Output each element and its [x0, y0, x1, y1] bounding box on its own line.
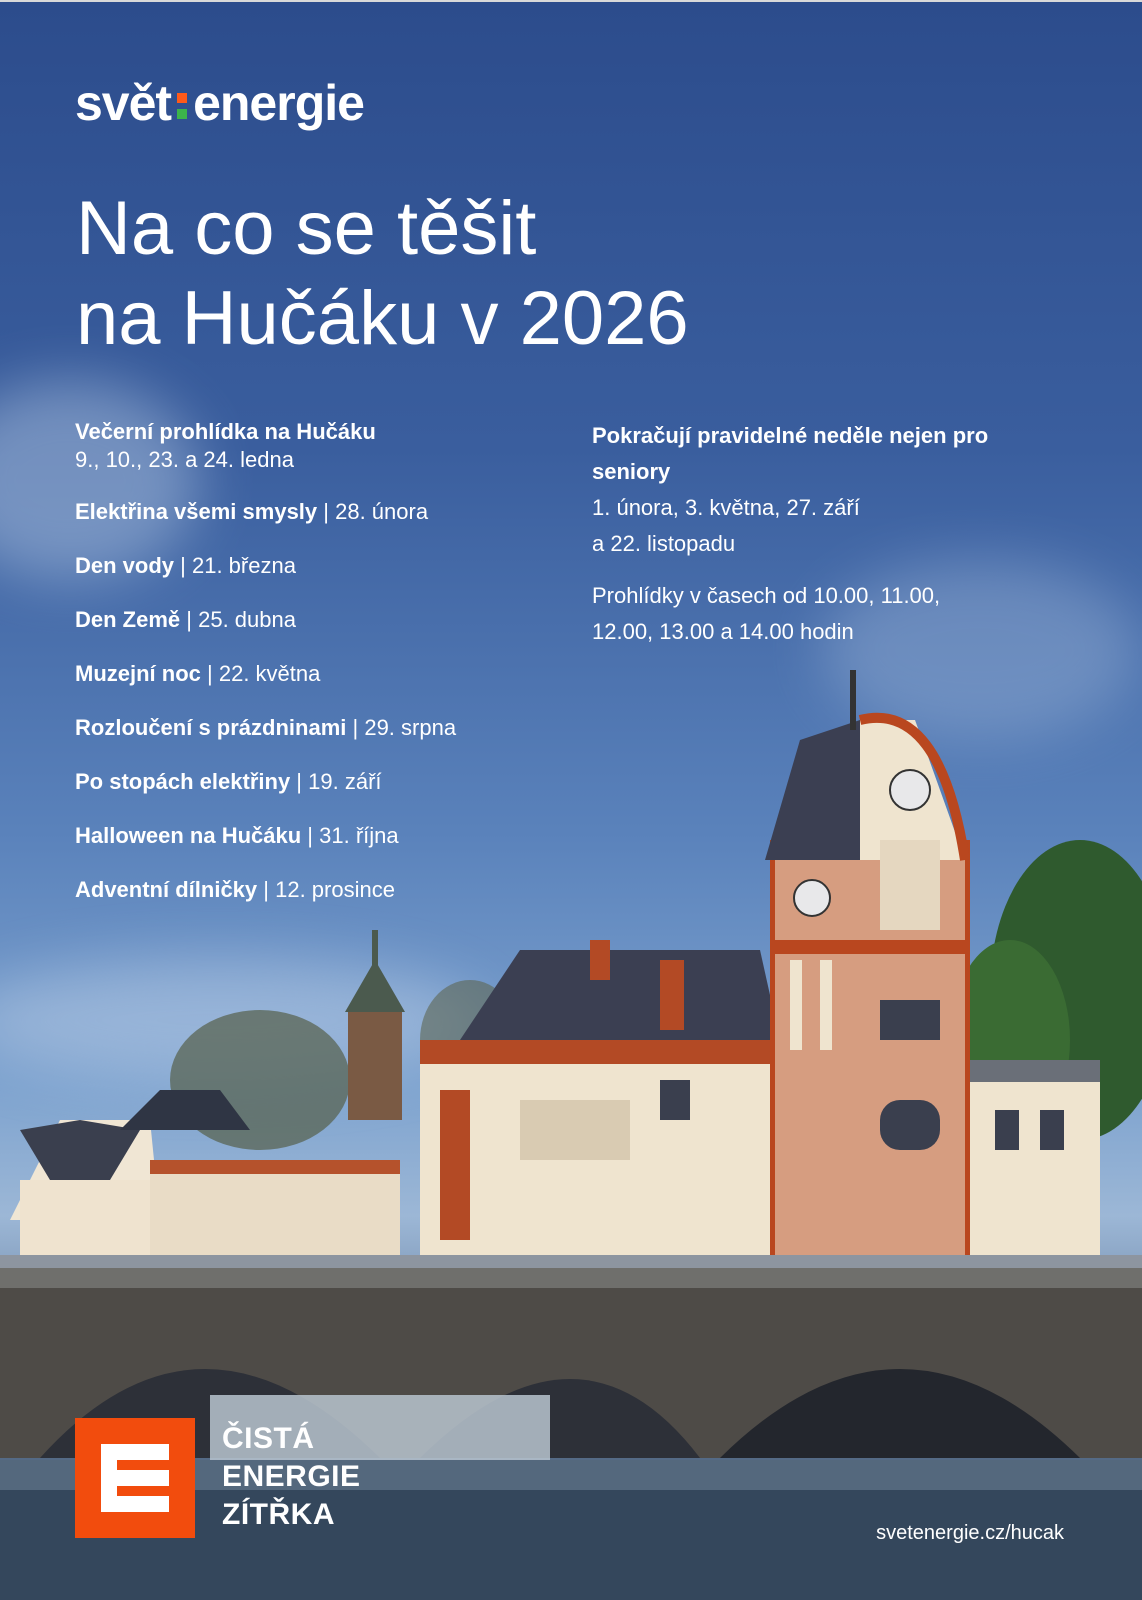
- title-line-2: na Hučáku v 2026: [76, 276, 689, 361]
- title-line-1: Na co se těšit: [76, 186, 537, 271]
- logo-word-right: energie: [193, 75, 364, 131]
- svet-energie-logo: [75, 74, 364, 132]
- event-item: [75, 418, 545, 474]
- event-item: Muzejní noc | 22. května: [75, 661, 321, 686]
- event-name: Den Země: [75, 607, 181, 632]
- cez-e-mark: [75, 1418, 195, 1538]
- sundays-info: [592, 418, 1062, 650]
- sundays-title-line-1: Pokračují pravidelné neděle nejen pro: [592, 423, 989, 448]
- top-border: [0, 0, 1142, 2]
- cez-logo-icon: [75, 1418, 195, 1538]
- sundays-dates-line-2: a 22. listopadu: [592, 531, 736, 556]
- event-item: Rozloučení s prázdninami | 29. srpna: [75, 715, 457, 740]
- event-name: Halloween na Hučáku: [75, 823, 302, 848]
- event-date: 29. srpna: [364, 715, 457, 740]
- event-date: 25. dubna: [198, 607, 296, 632]
- event-name: Adventní dílničky: [75, 877, 258, 902]
- sundays-times-line-2: 12.00, 13.00 a 14.00 hodin: [592, 619, 854, 644]
- slogan-line-1: ČISTÁ: [222, 1422, 315, 1455]
- event-item: Den Země | 25. dubna: [75, 607, 296, 632]
- logo-word-left: svět: [75, 75, 172, 131]
- event-item: Elektřina všemi smysly | 28. února: [75, 499, 429, 524]
- event-name: Rozloučení s prázdninami: [75, 715, 347, 740]
- website-url[interactable]: svetenergie.cz/hucak: [876, 1522, 1064, 1544]
- brand-slogan: [222, 1420, 361, 1534]
- event-date: 9., 10., 23. a 24. ledna: [75, 447, 294, 472]
- event-item: Po stopách elektřiny | 19. září: [75, 769, 382, 794]
- events-list: [75, 418, 545, 930]
- event-date: 22. května: [218, 661, 321, 686]
- event-name: Muzejní noc: [75, 661, 201, 686]
- event-date: 21. března: [191, 553, 296, 578]
- logo-separator-icon: [177, 93, 187, 119]
- event-name: Den vody: [75, 553, 175, 578]
- event-name: Po stopách elektřiny: [75, 769, 291, 794]
- logo-green-square: [177, 109, 187, 119]
- event-date: 31. října: [319, 823, 399, 848]
- sundays-title-line-2: seniory: [592, 459, 671, 484]
- sundays-times-line-1: Prohlídky v časech od 10.00, 11.00,: [592, 583, 941, 608]
- slogan-line-2: ENERGIE: [222, 1460, 361, 1493]
- slogan-line-3: ZÍTŘKA: [222, 1498, 335, 1531]
- event-date: 19. září: [308, 769, 382, 794]
- event-name: Večerní prohlídka na Hučáku: [75, 419, 376, 444]
- logo-orange-square: [177, 93, 187, 103]
- event-item: Halloween na Hučáku | 31. října: [75, 823, 399, 848]
- event-item: Adventní dílničky | 12. prosince: [75, 877, 395, 902]
- event-item: Den vody | 21. března: [75, 553, 296, 578]
- event-name: Elektřina všemi smysly: [75, 499, 318, 524]
- event-date: 28. února: [335, 499, 429, 524]
- page-title: [76, 184, 689, 364]
- event-date: 12. prosince: [275, 877, 395, 902]
- sundays-dates-line-1: 1. února, 3. května, 27. září: [592, 495, 860, 520]
